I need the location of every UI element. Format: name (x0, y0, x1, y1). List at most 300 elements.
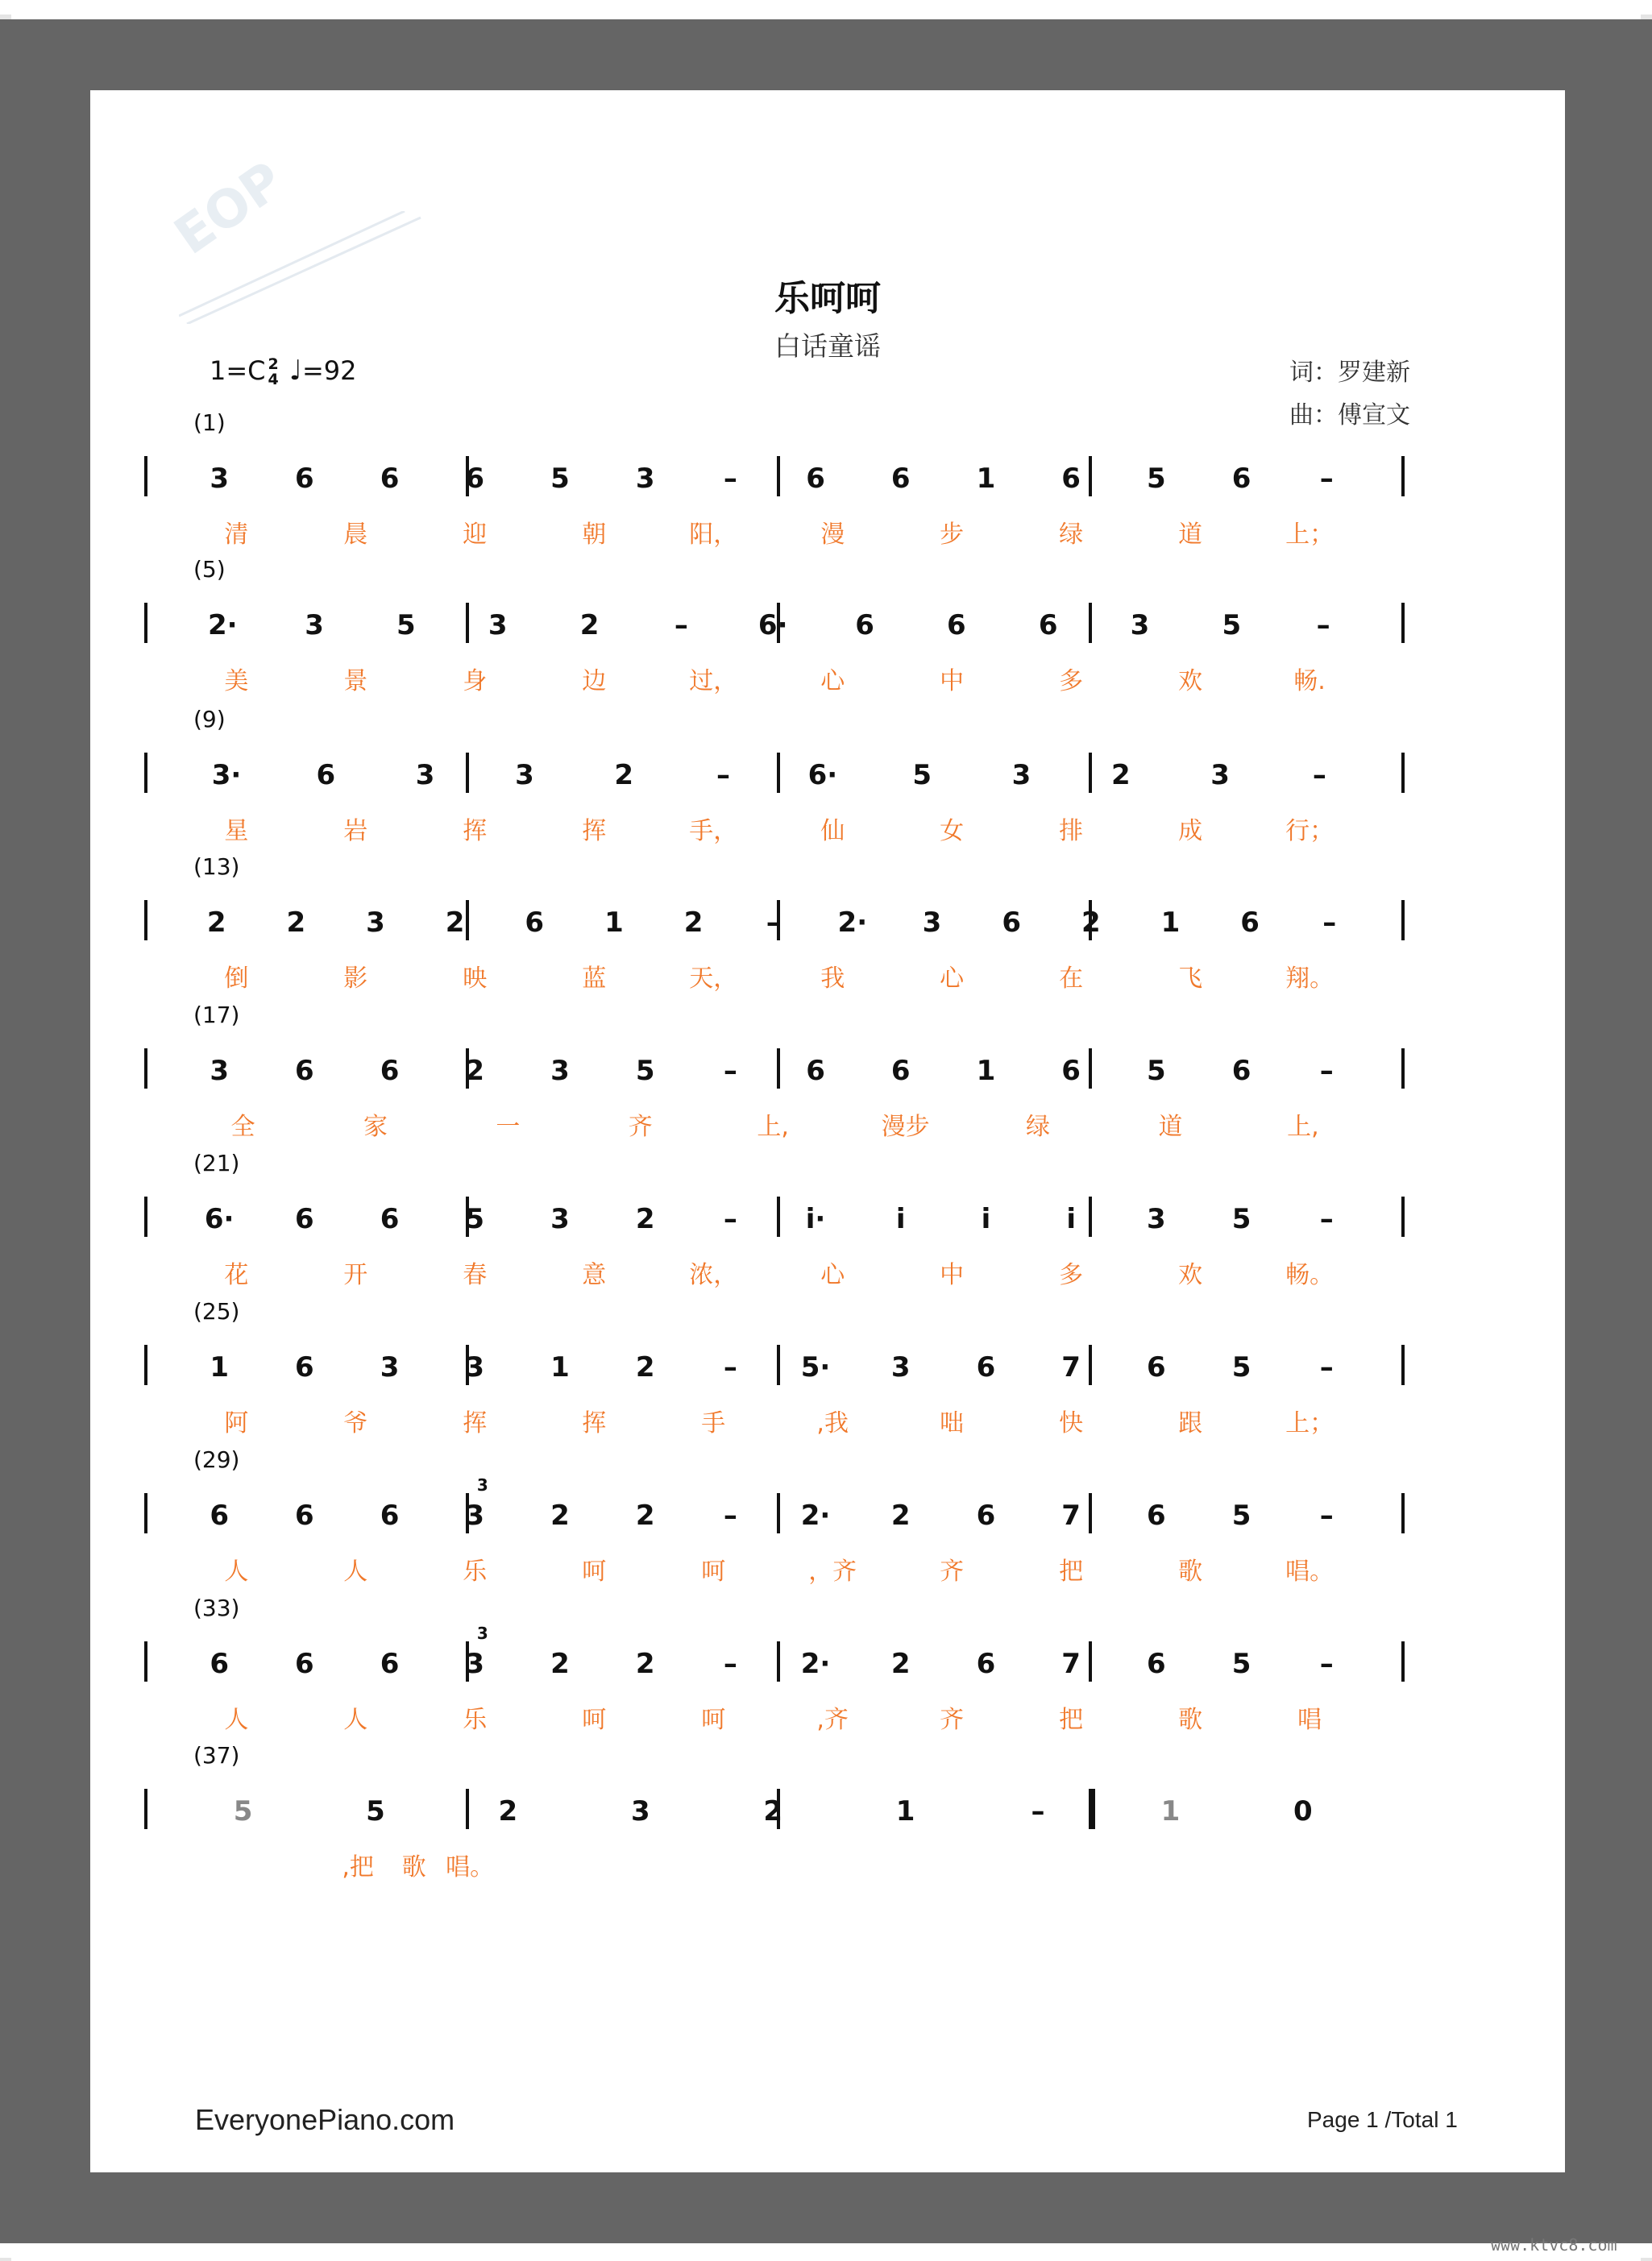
jianpu-note: 6 (380, 1647, 400, 1680)
jianpu-note: 2· (837, 906, 868, 940)
lyric-syllable: 手， (689, 816, 738, 845)
jianpu-note: 6 (295, 1499, 314, 1532)
barline (144, 753, 147, 793)
jianpu-note: 6 (295, 1350, 314, 1384)
song-title: 乐呵呵 (774, 278, 881, 319)
sustain-dash: – (716, 758, 731, 791)
jianpu-note: 3 (210, 1055, 230, 1088)
grace-note: 3 (476, 1475, 488, 1495)
lyric-syllable: 浓， (689, 1261, 738, 1290)
lyric-syllable: 过， (689, 667, 738, 695)
sustain-dash: – (1319, 1350, 1334, 1384)
staff-system (90, 1446, 1565, 1608)
jianpu-note: 3 (890, 1350, 911, 1384)
lyric-syllable: 行； (1285, 816, 1334, 845)
barline (144, 900, 147, 940)
jianpu-note: 6 (465, 463, 485, 495)
grace-note: 3 (476, 1623, 488, 1643)
lyric-syllable: 挥 (463, 816, 488, 845)
measure-number: (21) (193, 1150, 240, 1177)
jianpu-note: 6 (855, 609, 874, 641)
sustain-dash: – (723, 1203, 737, 1236)
jianpu-note: 5 (1222, 609, 1242, 641)
barline (1401, 1048, 1405, 1089)
jianpu-note: 6 (1146, 1350, 1166, 1384)
jianpu-note: 6 (806, 1055, 825, 1088)
jianpu-note: i (1066, 1203, 1076, 1236)
key-label: 1=C (210, 355, 266, 386)
jianpu-note: 7 (1061, 1647, 1081, 1680)
jianpu-note: 2 (890, 1499, 911, 1532)
lyric-syllable: 唱。 (446, 1853, 495, 1882)
jianpu-note: 6 (976, 1647, 996, 1680)
barline (1401, 1641, 1405, 1682)
jianpu-note: 2 (550, 1499, 570, 1532)
jianpu-note: 2 (763, 1795, 783, 1828)
jianpu-note: 7 (1061, 1499, 1081, 1532)
barline (1089, 1789, 1095, 1829)
lyric-syllable: 我 (820, 965, 845, 994)
lyric-syllable: 上； (1285, 1408, 1334, 1437)
staff-system (90, 1298, 1565, 1459)
barline (144, 1048, 147, 1089)
barline (1401, 603, 1405, 643)
barline (1089, 753, 1092, 793)
lyric-syllable: 全 (230, 1113, 255, 1142)
jianpu-note: 3 (210, 463, 230, 495)
lyric-syllable: 成 (1178, 816, 1203, 845)
jianpu-note: 3 (305, 609, 324, 641)
jianpu-note: 5 (366, 1795, 385, 1828)
lyric-syllable: 把 (1059, 1705, 1084, 1734)
lyric-syllable: ，齐 (808, 1557, 857, 1586)
jianpu-note: 2 (550, 1647, 570, 1680)
jianpu-note: 1 (976, 463, 996, 495)
jianpu-note: 6 (976, 1350, 996, 1384)
jianpu-note: 1 (604, 906, 624, 940)
sustain-dash: – (723, 1055, 737, 1088)
jianpu-note: 5 (1231, 1647, 1251, 1680)
jianpu-note: 2 (498, 1795, 518, 1828)
jianpu-note: 0 (1293, 1795, 1313, 1828)
barline (1401, 753, 1405, 793)
lyric-syllable: ,齐 (816, 1705, 849, 1734)
jianpu-note: 6 (295, 1647, 314, 1680)
lyric-syllable: 女 (940, 816, 965, 845)
lyric-syllable: 翔。 (1285, 965, 1334, 994)
jianpu-note: 1 (895, 1795, 915, 1828)
lyric-syllable: 挥 (463, 1408, 488, 1437)
jianpu-note: 6 (525, 906, 545, 940)
lyric-syllable: 呵 (582, 1557, 607, 1586)
jianpu-note: 2 (635, 1203, 655, 1236)
lyric-syllable: 爷 (343, 1408, 368, 1437)
jianpu-note: 6 (1240, 906, 1260, 940)
jianpu-note: 6 (295, 1055, 314, 1088)
measure-number: (1) (193, 409, 226, 436)
lyric-syllable: 影 (343, 965, 368, 994)
lyric-syllable: 欢 (1178, 1261, 1203, 1290)
jianpu-note: 2 (635, 1647, 655, 1680)
lyric-syllable: 乐 (463, 1557, 488, 1586)
lyric-syllable: 家 (363, 1113, 388, 1142)
lyric-syllable: 呵 (582, 1705, 607, 1734)
ktvc8-watermark: www.ktvc8.com (1491, 2235, 1617, 2255)
staff-system (90, 1595, 1565, 1756)
jianpu-note: 1 (210, 1350, 230, 1384)
jianpu-note: 3 (1210, 758, 1230, 791)
measure-number: (17) (193, 1002, 240, 1029)
lyric-syllable: 花 (224, 1261, 249, 1290)
measure-number: (33) (193, 1594, 240, 1621)
lyric-syllable: 挥 (582, 816, 607, 845)
jianpu-note: 3 (465, 1350, 485, 1384)
sustain-dash: – (1312, 758, 1326, 791)
jianpu-note: 6 (1038, 609, 1058, 641)
jianpu-note: 6 (890, 1055, 911, 1088)
lyric-syllable: 倒 (224, 965, 249, 994)
jianpu-note: 1 (1160, 1795, 1181, 1828)
lyric-syllable: 中 (940, 667, 965, 695)
staff-system (90, 556, 1565, 717)
jianpu-note: 6 (1002, 906, 1021, 940)
key-signature (210, 355, 357, 388)
sustain-dash: – (674, 609, 688, 641)
barline (144, 1493, 147, 1533)
lyric-syllable: 多 (1059, 1261, 1084, 1290)
lyric-syllable: 漫步 (881, 1113, 930, 1142)
jianpu-note: 6 (210, 1499, 230, 1532)
sheet-page (90, 90, 1565, 2172)
jianpu-note: 6 (295, 1203, 314, 1236)
jianpu-note: 2· (800, 1499, 831, 1532)
jianpu-note: 2 (683, 906, 704, 940)
jianpu-note: 3 (465, 1647, 485, 1680)
measure-number: (37) (193, 1742, 240, 1769)
barline (777, 1641, 780, 1682)
lyric-syllable: 歌 (1178, 1705, 1203, 1734)
lyric-syllable: 迎 (463, 521, 488, 549)
jianpu-note: 6 (890, 463, 911, 495)
footer-page: Page 1 /Total 1 (1307, 2107, 1458, 2132)
lyric-syllable: 快 (1059, 1408, 1084, 1437)
lyric-syllable: 绿 (1026, 1113, 1051, 1142)
jianpu-note: 6 (210, 1647, 230, 1680)
barline (777, 1493, 780, 1533)
barline (1401, 900, 1405, 940)
jianpu-note: 5 (465, 1203, 485, 1236)
lyric-syllable: 晨 (343, 521, 368, 549)
barline (1089, 456, 1092, 496)
lyric-syllable: 边 (582, 667, 607, 695)
measure-number: (25) (193, 1297, 240, 1325)
lyric-syllable: 心 (820, 667, 845, 695)
lyric-syllable: 朝 (582, 521, 607, 549)
jianpu-note: 6 (1231, 1055, 1251, 1088)
jianpu-note: 3 (550, 1055, 570, 1088)
lyric-syllable: 岩 (343, 816, 368, 845)
lyric-syllable: 仙 (820, 816, 845, 845)
lyric-syllable: 美 (224, 667, 249, 695)
jianpu-note: 5 (1146, 1055, 1166, 1088)
jianpu-note: 3· (211, 758, 242, 791)
lyric-syllable: 人 (343, 1557, 368, 1586)
barline (466, 900, 469, 940)
lyric-syllable: 歌 (401, 1853, 426, 1882)
lyric-syllable: 上； (1285, 521, 1334, 549)
sustain-dash: – (1031, 1795, 1045, 1828)
staff-system (90, 706, 1565, 867)
sustain-dash: – (1319, 463, 1334, 495)
jianpu-note: 2· (207, 609, 238, 641)
jianpu-note: 5 (233, 1795, 253, 1828)
jianpu-note: 6 (380, 463, 400, 495)
sustain-dash: – (723, 1499, 737, 1532)
lyric-syllable: ,把 (342, 1853, 374, 1882)
jianpu-note: 5 (912, 758, 932, 791)
barline (144, 1345, 147, 1385)
tempo-value: =92 (301, 355, 357, 386)
jianpu-note: 5 (1231, 1203, 1251, 1236)
lyric-syllable: 一 (496, 1113, 521, 1142)
lyric-syllable: 把 (1059, 1557, 1084, 1586)
measure-number: (5) (193, 556, 226, 583)
barline (144, 1789, 147, 1829)
barline (144, 603, 147, 643)
jianpu-note: 6 (1231, 463, 1251, 495)
lyric-syllable: 星 (224, 816, 249, 845)
jianpu-note: 2 (286, 906, 306, 940)
jianpu-note: 3 (380, 1350, 400, 1384)
lyric-syllable: 乐 (463, 1705, 488, 1734)
jianpu-note: 2 (465, 1055, 485, 1088)
staff-system (90, 1742, 1565, 1903)
sustain-dash: – (1316, 609, 1330, 641)
lyric-syllable: 排 (1059, 816, 1084, 845)
lyric-syllable: 人 (224, 1705, 249, 1734)
barline (777, 456, 780, 496)
barline (466, 1789, 469, 1829)
jianpu-note: 6· (204, 1203, 235, 1236)
jianpu-note: 2 (1081, 906, 1101, 940)
staff-system (90, 1150, 1565, 1311)
lyric-syllable: 上, (1287, 1113, 1319, 1142)
footer-site: EveryonePiano.com (195, 2103, 455, 2136)
jianpu-note: 6 (316, 758, 336, 791)
jianpu-note: 5 (1231, 1499, 1251, 1532)
staff-system (90, 409, 1565, 570)
time-numerator: 2 (268, 355, 279, 373)
quarter-note-icon: ♩ (288, 355, 302, 387)
lyric-syllable: 咄 (940, 1408, 965, 1437)
time-signature (268, 357, 279, 388)
jianpu-note: 3 (922, 906, 942, 940)
lyric-syllable: 欢 (1178, 667, 1203, 695)
lyricist-credit: 词：罗建新 (1289, 359, 1410, 387)
jianpu-note: 2 (1110, 758, 1131, 791)
barline (1089, 1493, 1092, 1533)
jianpu-note: 5 (1146, 463, 1166, 495)
jianpu-note: i (895, 1203, 906, 1236)
jianpu-note: 6 (806, 463, 825, 495)
lyric-syllable: 心 (940, 965, 965, 994)
lyric-syllable: 天， (689, 965, 738, 994)
jianpu-note: 1 (976, 1055, 996, 1088)
lyric-syllable: 飞 (1178, 965, 1203, 994)
jianpu-note: 6 (380, 1203, 400, 1236)
jianpu-note: 3 (515, 758, 534, 791)
barline (466, 753, 469, 793)
lyric-syllable: 齐 (628, 1113, 653, 1142)
lyric-syllable: 意 (582, 1261, 607, 1290)
barline (1401, 1197, 1405, 1237)
jianpu-note: 3 (1130, 609, 1150, 641)
composer-credit: 曲：傅宣文 (1289, 401, 1410, 429)
lyric-syllable: 人 (343, 1705, 368, 1734)
lyric-syllable: 清 (224, 521, 249, 549)
jianpu-note: 6 (1061, 1055, 1081, 1088)
jianpu-note: 3 (630, 1795, 650, 1828)
lyric-syllable: 呵 (701, 1705, 726, 1734)
measure-number: (9) (193, 705, 226, 732)
jianpu-note: i (981, 1203, 991, 1236)
lyric-syllable: 跟 (1178, 1408, 1203, 1437)
jianpu-note: 6 (1146, 1499, 1166, 1532)
jianpu-note: 3 (635, 463, 655, 495)
barline (1089, 1048, 1092, 1089)
lyric-syllable: 漫 (820, 521, 845, 549)
jianpu-note: 6 (947, 609, 966, 641)
lyric-syllable: 齐 (940, 1705, 965, 1734)
barline (777, 1345, 780, 1385)
jianpu-note: 6 (1146, 1647, 1166, 1680)
barline (1401, 1493, 1405, 1533)
lyric-syllable: 道 (1178, 521, 1203, 549)
lyric-syllable: 中 (940, 1261, 965, 1290)
lyric-syllable: 映 (463, 965, 488, 994)
lyric-syllable: 阳， (689, 521, 738, 549)
jianpu-note: 1 (550, 1350, 570, 1384)
jianpu-note: 5 (635, 1055, 655, 1088)
lyric-syllable: 在 (1059, 965, 1084, 994)
jianpu-note: 3 (1146, 1203, 1166, 1236)
eop-logo: EOP (164, 151, 295, 267)
barline (1089, 1197, 1092, 1237)
jianpu-note: 2 (614, 758, 634, 791)
barline (1089, 603, 1092, 643)
lyric-syllable: 手 (701, 1408, 726, 1437)
barline (144, 456, 147, 496)
jianpu-note: 6 (976, 1499, 996, 1532)
lyric-syllable: 挥 (582, 1408, 607, 1437)
lyric-syllable: 人 (224, 1557, 249, 1586)
lyric-syllable: 畅. (1293, 667, 1326, 695)
barline (777, 1048, 780, 1089)
jianpu-note: 3 (550, 1203, 570, 1236)
lyric-syllable: 心 (820, 1261, 845, 1290)
jianpu-note: 3 (1011, 758, 1031, 791)
measure-number: (29) (193, 1446, 240, 1473)
sustain-dash: – (1319, 1203, 1334, 1236)
sustain-dash: – (723, 1350, 737, 1384)
jianpu-note: 2 (890, 1647, 911, 1680)
barline (1401, 456, 1405, 496)
jianpu-note: 6 (380, 1499, 400, 1532)
jianpu-note: 1 (1160, 906, 1181, 940)
lyric-syllable: 多 (1059, 667, 1084, 695)
barline (1401, 1345, 1405, 1385)
sustain-dash: – (723, 1647, 737, 1680)
jianpu-note: 7 (1061, 1350, 1081, 1384)
barline (1089, 1641, 1092, 1682)
jianpu-note: 2 (635, 1350, 655, 1384)
lyric-syllable: 畅。 (1285, 1261, 1334, 1290)
lyric-syllable: 呵 (701, 1557, 726, 1586)
sustain-dash: – (1322, 906, 1337, 940)
barline (1089, 1345, 1092, 1385)
sustain-dash: – (1319, 1647, 1334, 1680)
jianpu-note: 5 (550, 463, 570, 495)
lyric-syllable: 步 (940, 521, 965, 549)
lyric-syllable: 开 (343, 1261, 368, 1290)
jianpu-note: 5 (396, 609, 416, 641)
lyric-syllable: 蓝 (582, 965, 607, 994)
barline (777, 1197, 780, 1237)
jianpu-note: 6 (1061, 463, 1081, 495)
jianpu-note: 2 (206, 906, 226, 940)
jianpu-note: 6· (807, 758, 838, 791)
lyric-syllable: 道 (1158, 1113, 1183, 1142)
lyric-syllable: 绿 (1059, 521, 1084, 549)
sustain-dash: – (723, 463, 737, 495)
lyric-syllable: 春 (463, 1261, 488, 1290)
jianpu-note: 6 (295, 463, 314, 495)
lyric-syllable: 唱。 (1285, 1557, 1334, 1586)
jianpu-note: 5· (800, 1350, 831, 1384)
staff-system (90, 853, 1565, 1014)
sustain-dash: – (1319, 1499, 1334, 1532)
lyric-syllable: 景 (343, 667, 368, 695)
lyric-syllable: 歌 (1178, 1557, 1203, 1586)
jianpu-note: 3 (415, 758, 435, 791)
sustain-dash: – (766, 906, 780, 940)
jianpu-note: i· (805, 1203, 826, 1236)
lyric-syllable: 唱 (1297, 1705, 1322, 1734)
jianpu-note: 2 (635, 1499, 655, 1532)
sustain-dash: – (1319, 1055, 1334, 1088)
lyric-syllable: 身 (463, 667, 488, 695)
lyric-syllable: ,我 (816, 1408, 849, 1437)
jianpu-note: 3 (366, 906, 385, 940)
barline (466, 603, 469, 643)
lyric-syllable: 阿 (224, 1408, 249, 1437)
jianpu-note: 6· (758, 609, 788, 641)
lyric-syllable: 上, (757, 1113, 789, 1142)
measure-number: (13) (193, 853, 240, 881)
song-subtitle: 白话童谣 (774, 330, 881, 362)
jianpu-note: 6 (380, 1055, 400, 1088)
jianpu-note: 5 (1231, 1350, 1251, 1384)
jianpu-note: 2 (579, 609, 600, 641)
staff-system (90, 1002, 1565, 1163)
jianpu-note: 3 (488, 609, 508, 641)
lyric-syllable: 齐 (940, 1557, 965, 1586)
jianpu-note: 2 (445, 906, 465, 940)
time-denominator: 4 (268, 371, 279, 388)
jianpu-note: 3 (465, 1499, 485, 1532)
jianpu-note: 2· (800, 1647, 831, 1680)
barline (144, 1197, 147, 1237)
